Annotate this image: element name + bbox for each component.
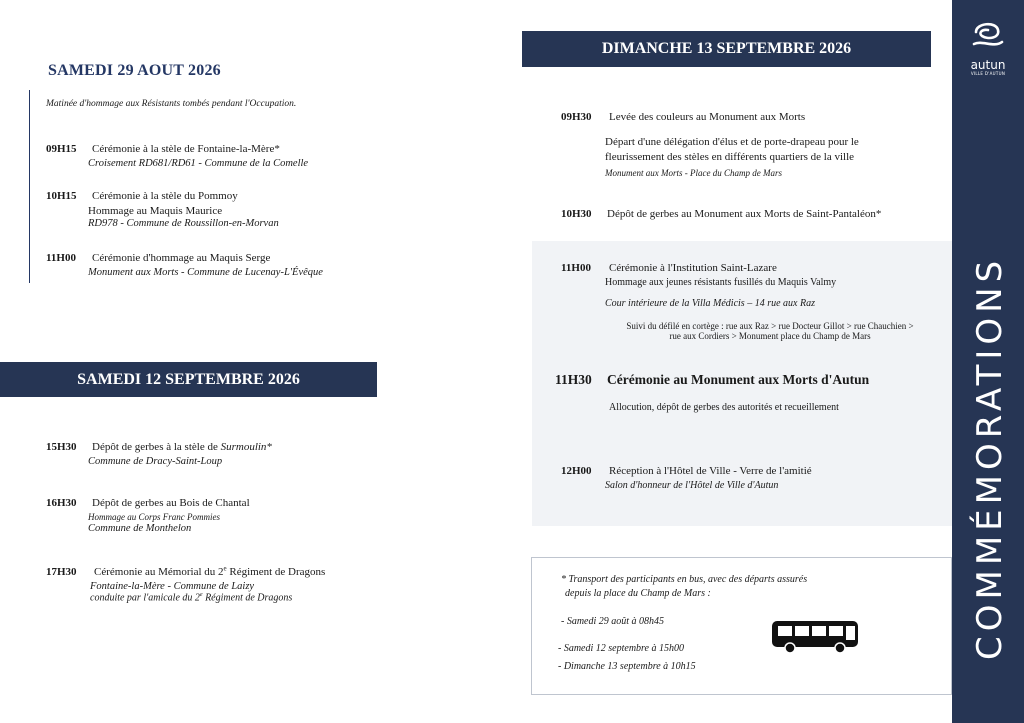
event-title: Cérémonie d'hommage au Maquis Serge — [92, 252, 271, 264]
event-sun-4 — [555, 371, 869, 389]
event-location: Salon d'honneur de l'Hôtel de Ville d'Autun — [605, 480, 779, 491]
event-sun-1 — [561, 107, 805, 125]
event-time: 11H30 — [555, 372, 592, 387]
event-time: 16H30 — [46, 497, 77, 509]
event-title: Cérémonie au Mémorial du 2e Régiment de Dragons — [94, 564, 326, 578]
event-sun-3 — [561, 258, 836, 288]
event-time: 12H00 — [561, 465, 592, 477]
transport-date-1: - Samedi 29 août à 08h45 — [561, 616, 665, 627]
section-divider-line — [29, 90, 30, 283]
event-sun-5 — [561, 461, 812, 491]
event-time: 15H30 — [46, 441, 77, 453]
event-location: Commune de Dracy-Saint-Loup — [88, 456, 223, 467]
event-title: Dépôt de gerbes à la stèle de Surmoulin* — [92, 441, 272, 453]
event-location: Cour intérieure de la Villa Médicis – 14 rue aux Raz — [605, 298, 815, 309]
event-time: 10H30 — [561, 208, 592, 220]
event-location: RD978 - Commune de Roussillon-en-Morvan — [88, 218, 279, 229]
bus-icon — [770, 618, 862, 661]
event-sun-2 — [561, 204, 881, 222]
event-aug-1 — [46, 139, 308, 169]
event-title: Dépôt de gerbes au Monument aux Morts de Saint-Pantaléon* — [607, 208, 882, 220]
event-subtitle: Hommage aux jeunes résistants fusillés du Maquis Valmy — [605, 277, 837, 288]
section-title-sunday: DIMANCHE 13 SEPTEMBRE 2026 — [522, 31, 931, 67]
event-sep-2 — [46, 493, 250, 534]
autun-logo — [956, 18, 1020, 77]
vertical-title: COMMÉMORATIONS — [970, 255, 1010, 660]
event-location: Croisement RD681/RD61 - Commune de la Comelle — [88, 158, 309, 169]
event-title: Dépôt de gerbes au Bois de Chantal — [92, 497, 250, 509]
event-location: Monument aux Morts - Place du Champ de Mars — [605, 168, 782, 178]
event-title: Réception à l'Hôtel de Ville - Verre de l'amitié — [609, 465, 812, 477]
event-time: 09H30 — [561, 111, 592, 123]
logo-subtext: VILLE D'AUTUN — [970, 71, 1006, 76]
event-time: 17H30 — [46, 566, 77, 578]
intro-text: Matinée d'hommage aux Résistants tombés pendant l'Occupation. — [46, 99, 297, 109]
transport-date-2: - Samedi 12 septembre à 15h00 — [558, 643, 684, 654]
autun-logo-icon — [968, 18, 1008, 54]
event-sep-3 — [46, 562, 325, 603]
event-title: Levée des couleurs au Monument aux Morts — [609, 111, 806, 123]
event-aug-3 — [46, 248, 323, 278]
event-time: 11H00 — [46, 252, 76, 264]
event-location: Monument aux Morts - Commune de Lucenay-L'Évêque — [88, 267, 323, 278]
event-title: Cérémonie à la stèle du Pommoy — [92, 190, 238, 202]
event-time: 11H00 — [561, 262, 591, 274]
event-location: Fontaine-la-Mère - Commune de Laizy — [90, 581, 255, 592]
transport-date-3: - Dimanche 13 septembre à 10h15 — [558, 661, 696, 672]
event-route: Suivi du défilé en cortège : rue aux Raz > rue Docteur Gillot > rue Chauchien > rue aux Cordiers > Monument place du Champ de Mars — [626, 321, 914, 341]
event-sun-1-desc: Départ d'une délégation d'élus et de porte-drapeau pour le fleurissement des stèles en différents quartiers de la ville Monument aux Morts - Place du Champ de Mars — [605, 135, 859, 181]
event-desc: Allocution, dépôt de gerbes des autorités et recueillement — [609, 402, 839, 413]
section-title-aug29: SAMEDI 29 AOUT 2026 — [48, 62, 221, 79]
event-subtitle: Hommage au Corps Franc Pommies — [88, 512, 220, 522]
event-note: conduite par l'amicale du 2e Régiment de Dragons — [90, 592, 293, 604]
transport-intro: * Transport des participants en bus, avec des départs assurés depuis la place du Champ de Mars : — [561, 574, 808, 599]
event-aug-2 — [46, 186, 279, 229]
event-title: Cérémonie au Monument aux Morts d'Autun — [607, 372, 870, 387]
event-title: Cérémonie à l'Institution Saint-Lazare — [609, 262, 777, 274]
event-time: 10H15 — [46, 190, 77, 202]
event-location: Commune de Monthelon — [88, 523, 192, 534]
event-sep-1 — [46, 437, 272, 467]
event-title: Cérémonie à la stèle de Fontaine-la-Mère* — [92, 143, 280, 155]
event-time: 09H15 — [46, 143, 77, 155]
logo-text: autun — [970, 58, 1006, 72]
event-subtitle: Hommage au Maquis Maurice — [88, 205, 223, 217]
section-title-sep12: SAMEDI 12 SEPTEMBRE 2026 — [0, 362, 377, 397]
